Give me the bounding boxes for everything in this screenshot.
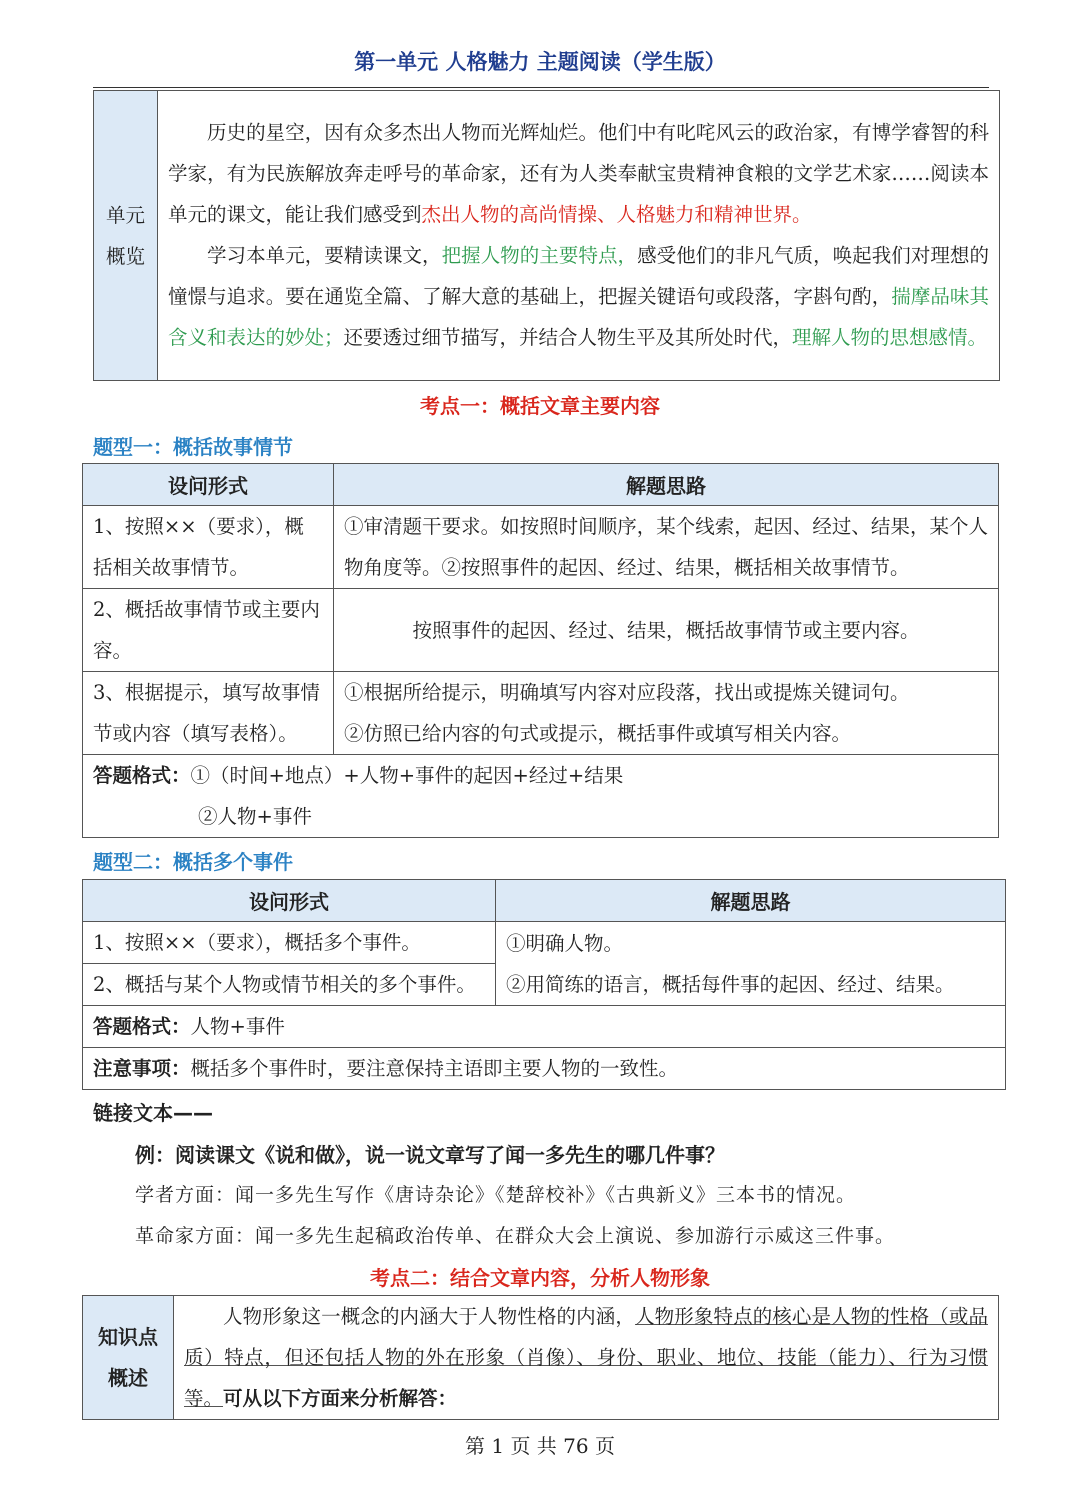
type1-col-question: 设问形式 [83, 464, 334, 506]
section2-title: 考点二：结合文章内容，分析人物形象 [370, 1266, 710, 1290]
type2-approach-2: ②用简练的语言，概括每件事的起因、经过、结果。 [506, 972, 955, 996]
overview-content [158, 91, 1000, 381]
overview-p1-text: 历史的星空，因有众多杰出人物而光辉灿烂。他们中有叱咤风云的政治家，有博学睿智的科学家，有为民族解放奔走呼号的革命家，还有为人类奉献宝贵精神食粮的文学艺术家……阅读本单元的课文，能让我们感受到 [168, 120, 989, 226]
type2-col-approach: 解题思路 [496, 880, 1006, 922]
type1-row3-question: 3、根据提示，填写故事情节或内容（填写表格）。 [83, 672, 334, 755]
type1-format-2: ②人物+事件 [198, 805, 312, 828]
overview-paragraph-1 [168, 112, 989, 235]
overview-p2-text-b: 感受他们的非凡气质，唤起我们对理想的憧憬与追求。要在通览全篇、了解大意的基础上，把握关键语句或段落，字斟句酌， [168, 243, 989, 308]
type2-format: 人物+事件 [190, 1015, 285, 1038]
knowledge-table [82, 1295, 999, 1420]
type1-format-label: 答题格式： [93, 764, 191, 787]
type1-title: 题型一：概括故事情节 [93, 435, 293, 459]
overview-paragraph-2 [168, 235, 989, 358]
type2-title: 题型二：概括多个事件 [93, 850, 293, 874]
link-title: 链接文本—— [93, 1101, 213, 1125]
overview-label: 单元概览 [94, 91, 158, 381]
type1-format-1: ①（时间+地点）+人物+事件的起因+经过+结果 [190, 764, 624, 787]
link-answer-1: 学者方面：闻一多先生写作《唐诗杂论》《楚辞校补》《古典新义》三本书的情况。 [135, 1184, 857, 1206]
overview-p2-text-a: 学习本单元，要精读课文， [207, 243, 442, 267]
overview-table [93, 90, 1000, 381]
overview-p2-highlight-1: 把握人物的主要特点， [441, 243, 638, 267]
overview-p2-highlight-3: 理解人物的思想感情。 [792, 325, 988, 349]
type2-question-2: 2、概括与某个人物或情节相关的多个事件。 [83, 964, 496, 1006]
knowledge-text-bold: 可从以下方面来分析解答： [223, 1387, 458, 1410]
link-answer-2: 革命家方面：闻一多先生起稿政治传单、在群众大会上演说、参加游行示威这三件事。 [135, 1225, 896, 1247]
type2-format-label: 答题格式： [93, 1015, 191, 1038]
type1-row3-approach-1: ①根据所给提示，明确填写内容对应段落，找出或提炼关键词句。 [344, 681, 910, 704]
type1-row3-approach [334, 672, 999, 755]
header-rule [93, 87, 989, 88]
overview-p2-text-c: 还要透过细节描写，并结合人物生平及其所处时代， [343, 325, 793, 349]
knowledge-content [174, 1296, 999, 1420]
type1-row2-question: 2、概括故事情节或主要内容。 [83, 589, 334, 672]
type1-col-approach: 解题思路 [334, 464, 999, 506]
type2-format-cell [83, 1006, 1006, 1048]
type1-row2-approach: 按照事件的起因、经过、结果，概括故事情节或主要内容。 [334, 589, 999, 672]
type1-row3-approach-2: ②仿照已给内容的句式或提示，概括事件或填写相关内容。 [344, 722, 852, 745]
type2-approach [496, 922, 1006, 1006]
knowledge-text-a: 人物形象这一概念的内涵大于人物性格的内涵， [223, 1305, 635, 1328]
knowledge-label: 知识点概述 [83, 1296, 174, 1420]
type2-approach-1: ①明确人物。 [506, 931, 624, 955]
knowledge-text-underlined: 人物形象特点的核心是人物的性格（或品质）特点，但还包括人物的外在形象（肖像）、身份、职业、地位、技能（能力）、行为习惯等。 [184, 1305, 988, 1410]
type2-table [82, 879, 1006, 1090]
type1-row1-approach: ①审清题干要求。如按照时间顺序，某个线索，起因、经过、结果，某个人物角度等。②按照事件的起因、经过、结果，概括相关故事情节。 [334, 506, 999, 589]
overview-p2-highlight-2: 揣摩品味其含义和表达的妙处； [168, 284, 989, 349]
type2-note-label: 注意事项： [93, 1057, 191, 1080]
page-number: 第 1 页 共 76 页 [465, 1434, 615, 1458]
link-example: 例：阅读课文《说和做》，说一说文章写了闻一多先生的哪几件事？ [135, 1143, 725, 1167]
page-title: 第一单元 人格魅力 主题阅读（学生版） [354, 50, 726, 74]
section1-title: 考点一：概括文章主要内容 [420, 394, 660, 418]
overview-p1-highlight: 杰出人物的高尚情操、人格魅力和精神世界。 [421, 202, 812, 226]
type1-row1-question: 1、按照××（要求），概括相关故事情节。 [83, 506, 334, 589]
type1-format-cell [83, 755, 999, 838]
type1-table [82, 463, 999, 838]
type2-question-1: 1、按照××（要求），概括多个事件。 [83, 922, 496, 964]
type2-note-cell [83, 1048, 1006, 1090]
type2-col-question: 设问形式 [83, 880, 496, 922]
type2-note: 概括多个事件时，要注意保持主语即主要人物的一致性。 [190, 1057, 679, 1080]
